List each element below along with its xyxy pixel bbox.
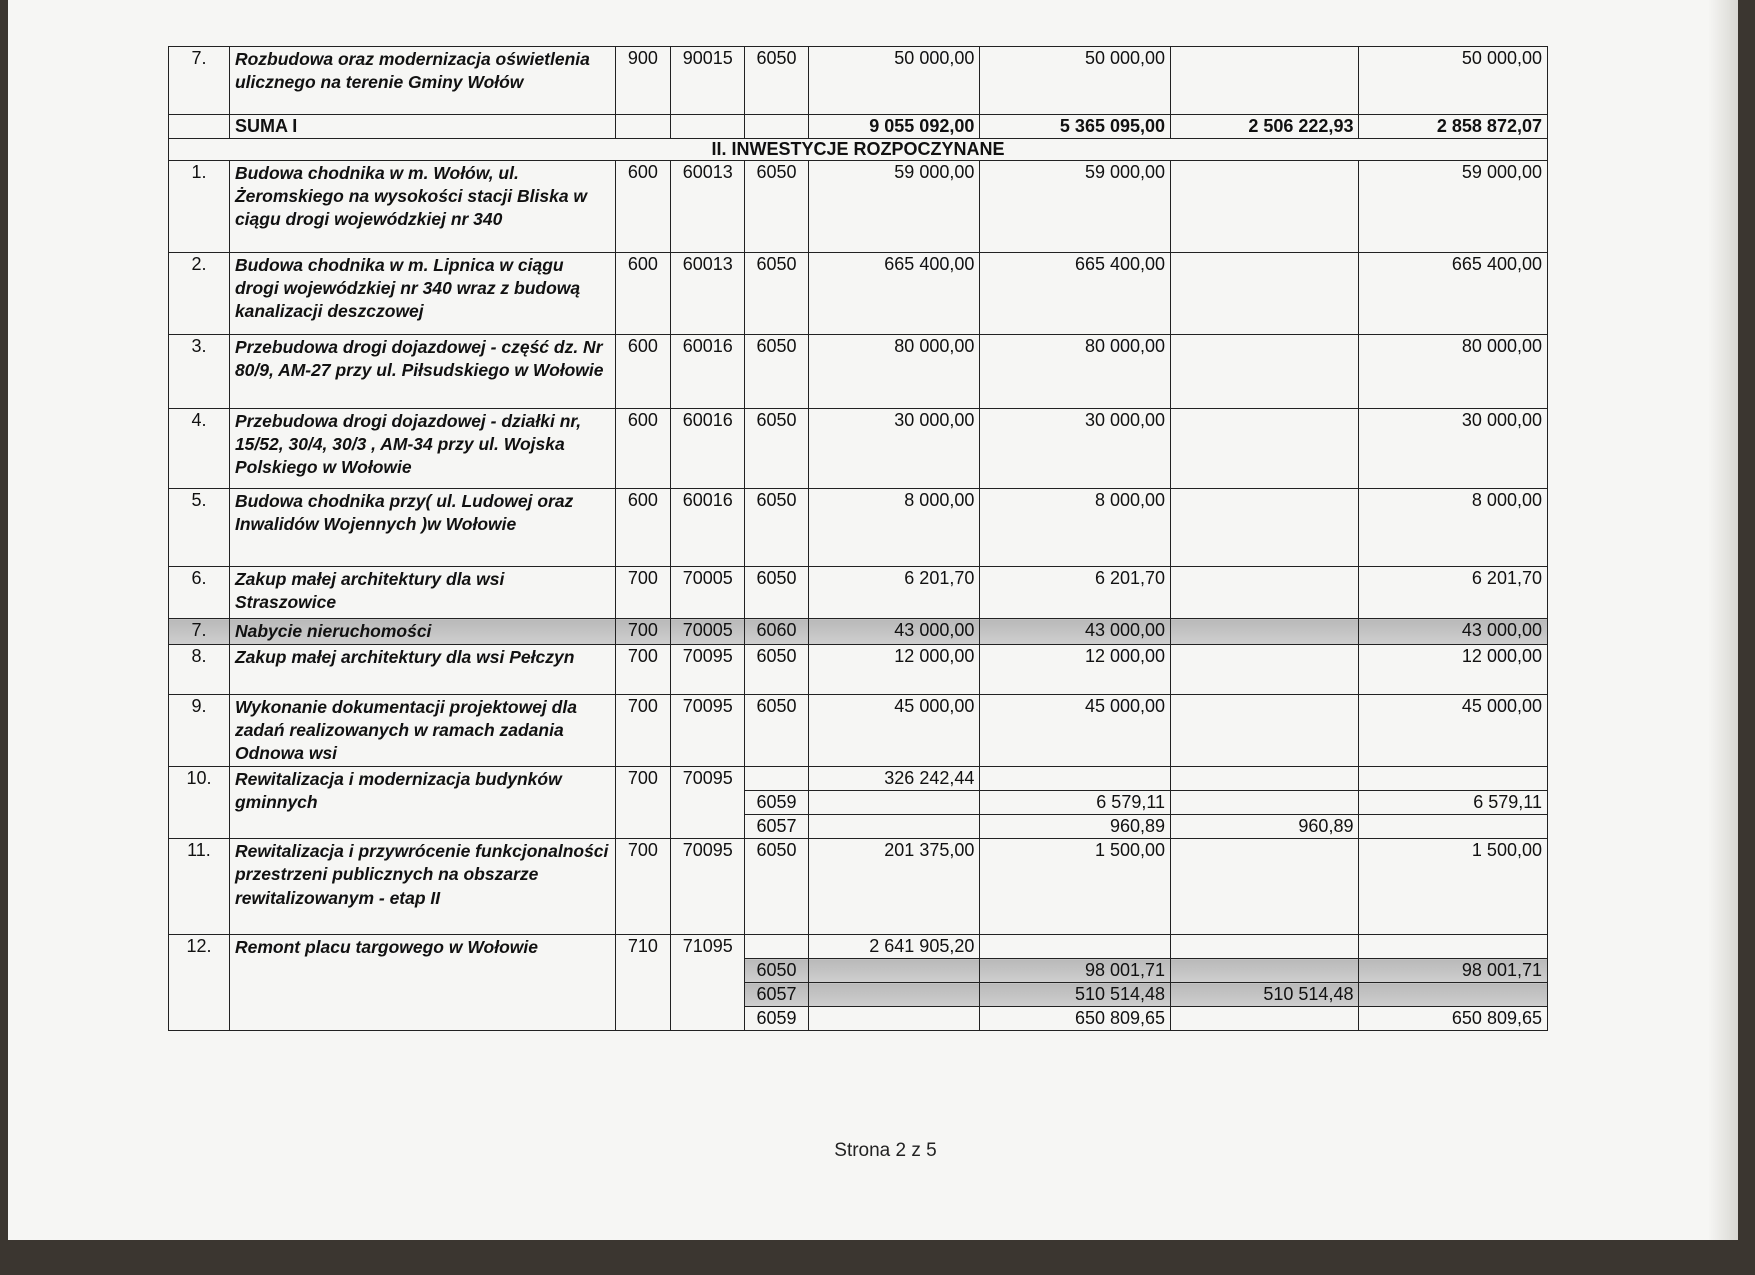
dzial-code: 700 [615,767,670,839]
section-header [169,139,1548,161]
task-name: Rewitalizacja i modernizacja budynków gminnych [229,767,615,839]
value-col4: 1 500,00 [1359,839,1548,935]
value-col3 [1171,1007,1359,1031]
document-page [8,0,1738,1240]
value-col2: 510 514,48 [980,983,1171,1007]
value-total: 326 242,44 [808,767,980,791]
task-name: Budowa chodnika przy( ul. Ludowej oraz Inwalidów Wojennych )w Wołowie [229,489,615,567]
dzial-code: 600 [615,489,670,567]
value-col4: 6 201,70 [1359,567,1548,619]
value-col2: 960,89 [980,815,1171,839]
table-row-highlighted [169,619,1548,645]
sum-col4: 2 858 872,07 [1359,115,1548,139]
value-col2: 12 000,00 [980,645,1171,695]
dzial-code: 600 [615,161,670,253]
paragraf-code: 6050 [745,567,808,619]
row-number: 7. [169,619,230,645]
rozdzial-code: 60016 [671,335,745,409]
value-col2: 45 000,00 [980,695,1171,767]
table-row [169,935,1548,959]
investment-table [168,46,1548,1031]
row-number: 10. [169,767,230,839]
value-col4: 98 001,71 [1359,959,1548,983]
value-col4: 6 579,11 [1359,791,1548,815]
value-col3 [1171,791,1359,815]
value-col2: 98 001,71 [980,959,1171,983]
value-col3 [1171,645,1359,695]
value-total: 43 000,00 [808,619,980,645]
table-row [169,767,1548,791]
dzial-code: 600 [615,409,670,489]
value-col2: 6 201,70 [980,567,1171,619]
value-total: 2 641 905,20 [808,935,980,959]
value-col3 [1171,489,1359,567]
value-col3 [1171,567,1359,619]
paragraf-code: 6059 [745,791,808,815]
value-col3 [1171,253,1359,335]
value-total: 12 000,00 [808,645,980,695]
paragraf-code: 6057 [745,815,808,839]
value-col3: 960,89 [1171,815,1359,839]
value-col3 [1171,619,1359,645]
value-col4: 650 809,65 [1359,1007,1548,1031]
sum-total: 9 055 092,00 [808,115,980,139]
table-row [169,161,1548,253]
value-col2: 50 000,00 [980,47,1171,115]
value-col2: 59 000,00 [980,161,1171,253]
value-col3 [1171,839,1359,935]
dzial-code: 600 [615,335,670,409]
paragraf-code: 6050 [745,47,808,115]
dzial-code: 710 [615,935,670,1031]
rozdzial-code: 60013 [671,253,745,335]
paragraf-code: 6050 [745,645,808,695]
row-number: 3. [169,335,230,409]
task-name: Rewitalizacja i przywrócenie funkcjonalności przestrzeni publicznych na obszarze rewitalizowanym - etap II [229,839,615,935]
dzial-code: 600 [615,253,670,335]
value-total: 201 375,00 [808,839,980,935]
value-total: 665 400,00 [808,253,980,335]
sum-col2: 5 365 095,00 [980,115,1171,139]
value-col3 [1171,335,1359,409]
value-col4: 59 000,00 [1359,161,1548,253]
value-col3 [1171,695,1359,767]
value-total: 45 000,00 [808,695,980,767]
value-col2: 80 000,00 [980,335,1171,409]
value-col2: 43 000,00 [980,619,1171,645]
dzial-code: 700 [615,645,670,695]
row-number: 7. [169,47,230,115]
value-col3: 510 514,48 [1171,983,1359,1007]
rozdzial-code: 70095 [671,839,745,935]
row-number: 2. [169,253,230,335]
row-number: 8. [169,645,230,695]
row-number: 11. [169,839,230,935]
value-col3 [1171,47,1359,115]
value-col4: 30 000,00 [1359,409,1548,489]
row-number: 6. [169,567,230,619]
task-name: Wykonanie dokumentacji projektowej dla zadań realizowanych w ramach zadania Odnowa wsi [229,695,615,767]
value-col2: 30 000,00 [980,409,1171,489]
value-col2: 1 500,00 [980,839,1171,935]
value-total: 80 000,00 [808,335,980,409]
dzial-code: 700 [615,695,670,767]
rozdzial-code: 70095 [671,645,745,695]
paragraf-code: 6050 [745,695,808,767]
value-total: 6 201,70 [808,567,980,619]
value-col4: 12 000,00 [1359,645,1548,695]
table-row [169,839,1548,935]
table-row [169,645,1548,695]
dzial-code: 700 [615,567,670,619]
value-col4: 43 000,00 [1359,619,1548,645]
paragraf-code: 6050 [745,161,808,253]
row-number: 4. [169,409,230,489]
row-number: 5. [169,489,230,567]
value-col3 [1171,161,1359,253]
scan-background [0,1240,1755,1275]
dzial-code: 700 [615,839,670,935]
sum-col3: 2 506 222,93 [1171,115,1359,139]
table-row [169,489,1548,567]
row-number: 12. [169,935,230,1031]
value-total: 50 000,00 [808,47,980,115]
paragraf-code: 6050 [745,959,808,983]
task-name: Budowa chodnika w m. Lipnica w ciągu drogi wojewódzkiej nr 340 wraz z budową kanalizacji deszczowej [229,253,615,335]
sum-label: SUMA I [229,115,615,139]
table-row [169,409,1548,489]
page-number: Strona 2 z 5 [834,1140,937,1161]
rozdzial-code: 60016 [671,409,745,489]
dzial-code: 900 [615,47,670,115]
value-total: 59 000,00 [808,161,980,253]
paragraf-code: 6050 [745,839,808,935]
task-name: Zakup małej architektury dla wsi Pełczyn [229,645,615,695]
section-title: II. INWESTYCJE ROZPOCZYNANE [169,139,1548,161]
table-row [169,47,1548,115]
rozdzial-code: 70095 [671,767,745,839]
value-col2: 650 809,65 [980,1007,1171,1031]
task-name: Budowa chodnika w m. Wołów, ul. Żeromskiego na wysokości stacji Bliska w ciągu drogi wojewódzkiej nr 340 [229,161,615,253]
table-row [169,695,1548,767]
paragraf-code: 6050 [745,409,808,489]
row-number: 9. [169,695,230,767]
task-name: Remont placu targowego w Wołowie [229,935,615,1031]
value-col4 [1359,815,1548,839]
table-row [169,567,1548,619]
paragraf-code: 6060 [745,619,808,645]
paragraf-code: 6059 [745,1007,808,1031]
rozdzial-code: 60013 [671,161,745,253]
rozdzial-code: 71095 [671,935,745,1031]
task-name: Nabycie nieruchomości [229,619,615,645]
task-name: Zakup małej architektury dla wsi Straszowice [229,567,615,619]
value-col4: 50 000,00 [1359,47,1548,115]
value-col4: 80 000,00 [1359,335,1548,409]
dzial-code: 700 [615,619,670,645]
rozdzial-code: 60016 [671,489,745,567]
task-name: Rozbudowa oraz modernizacja oświetlenia ulicznego na terenie Gminy Wołów [229,47,615,115]
table-row [169,253,1548,335]
value-col4 [1359,983,1548,1007]
value-col4: 45 000,00 [1359,695,1548,767]
page-edge-shadow [1708,0,1738,1240]
rozdzial-code: 70095 [671,695,745,767]
rozdzial-code: 90015 [671,47,745,115]
table-row [169,335,1548,409]
paragraf-code: 6050 [745,253,808,335]
paragraf-code: 6050 [745,335,808,409]
value-total: 8 000,00 [808,489,980,567]
rozdzial-code: 70005 [671,619,745,645]
rozdzial-code: 70005 [671,567,745,619]
value-col4: 8 000,00 [1359,489,1548,567]
value-col3 [1171,409,1359,489]
task-name: Przebudowa drogi dojazdowej - część dz. Nr 80/9, AM-27 przy ul. Piłsudskiego w Wołowie [229,335,615,409]
value-total: 30 000,00 [808,409,980,489]
paragraf-code: 6050 [745,489,808,567]
value-col3 [1171,959,1359,983]
value-col4: 665 400,00 [1359,253,1548,335]
sum-row [169,115,1548,139]
task-name: Przebudowa drogi dojazdowej - działki nr, 15/52, 30/4, 30/3 , AM-34 przy ul. Wojska Polskiego w Wołowie [229,409,615,489]
value-col2: 8 000,00 [980,489,1171,567]
paragraf-code: 6057 [745,983,808,1007]
row-number: 1. [169,161,230,253]
value-col2: 665 400,00 [980,253,1171,335]
value-col2: 6 579,11 [980,791,1171,815]
